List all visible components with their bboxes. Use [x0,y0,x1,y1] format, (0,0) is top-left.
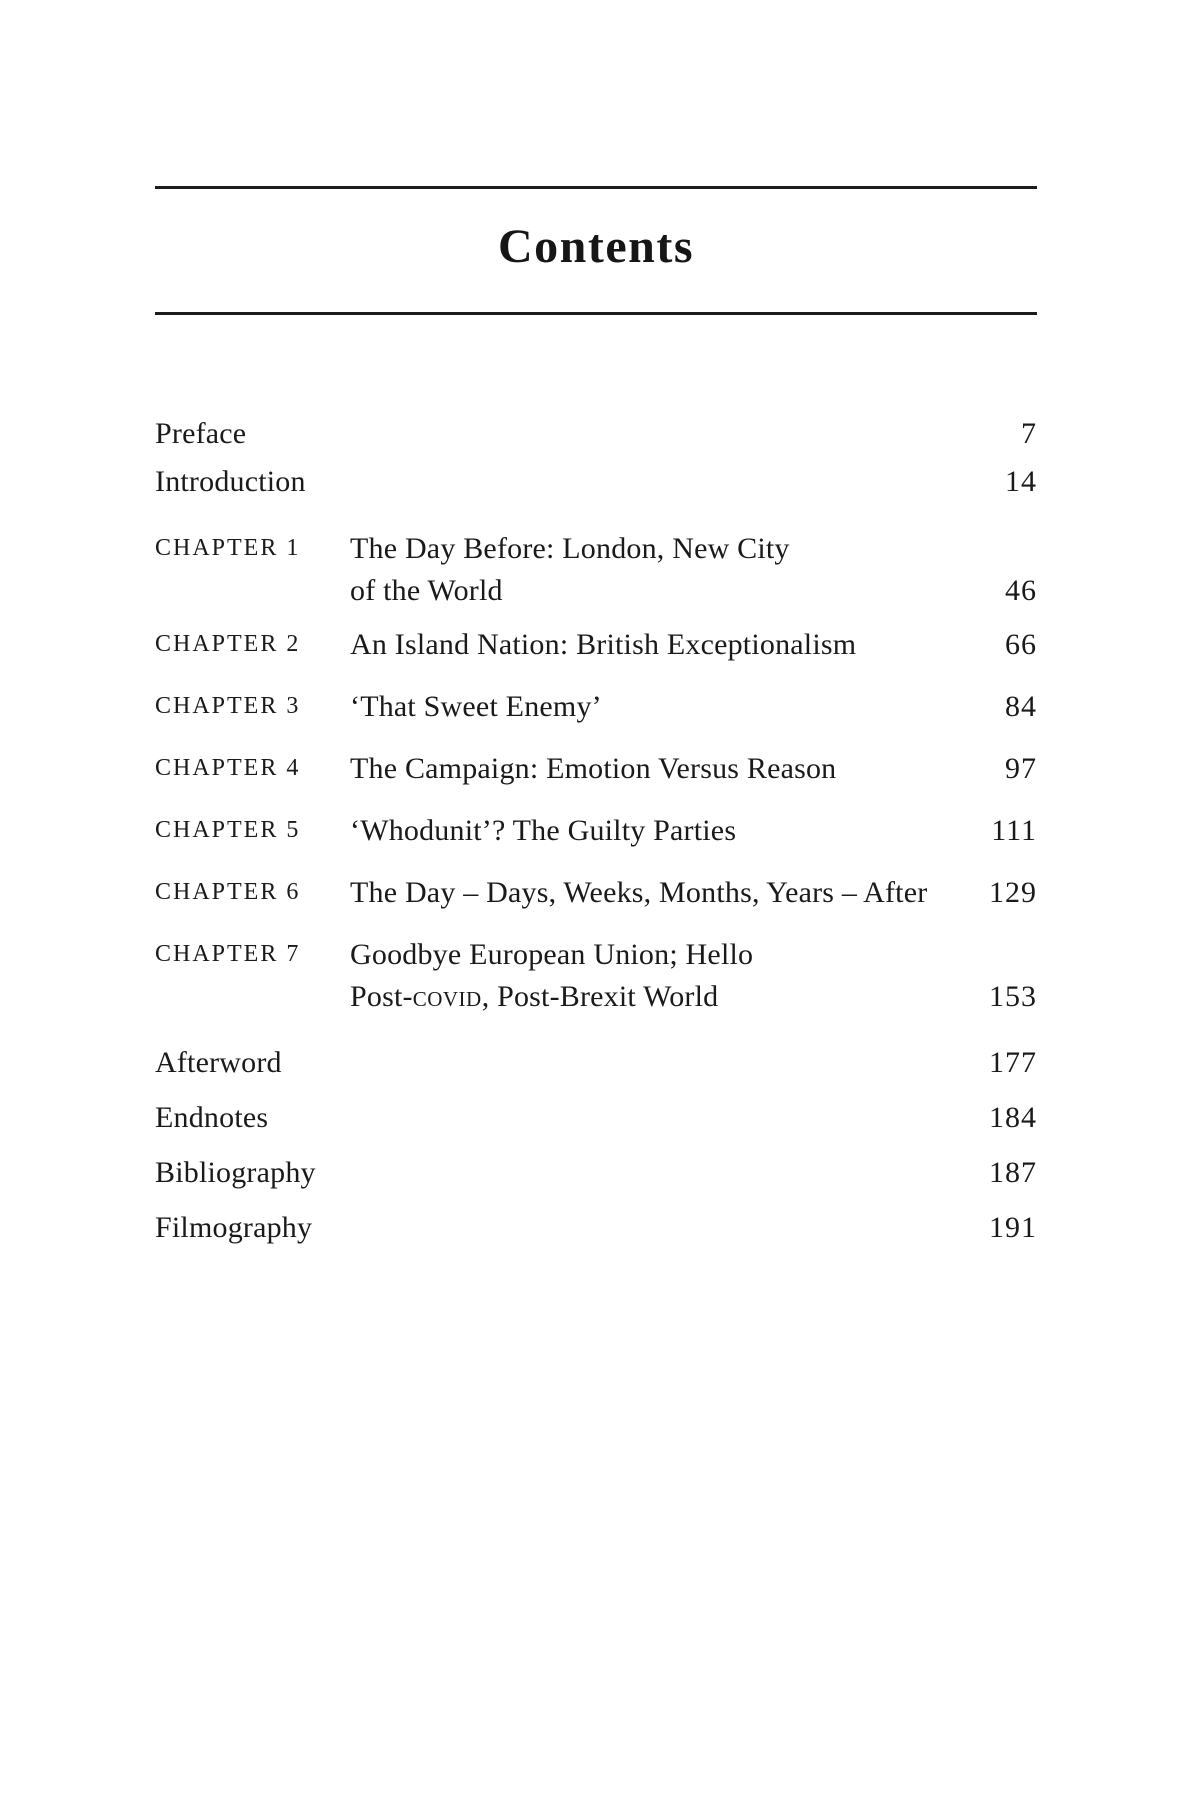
toc-entry-preface [155,413,1037,455]
page-number: 14 [1005,465,1037,498]
title-fragment-smallcaps: covid [412,980,482,1013]
page-number: 111 [991,814,1037,847]
toc-entry-chapter-3 [155,686,1037,728]
title-line: ‘Whodunit’? The Guilty Parties [350,814,737,847]
entry-label: Afterword [155,1046,282,1079]
title-line: The Day Before: London, New City [350,532,790,565]
chapter-label: CHAPTER 2 [155,631,301,657]
table-of-contents [155,413,1037,1249]
page-number: 7 [1021,417,1037,450]
toc-entry-afterword [155,1042,1037,1084]
title-line: ‘That Sweet Enemy’ [350,690,602,723]
chapter-title [350,810,967,852]
title-line: Goodbye European Union; Hello [350,938,754,971]
chapter-label: CHAPTER 3 [155,693,301,719]
chapter-label: CHAPTER 1 [155,535,301,561]
chapter-title [350,934,965,1018]
page-number: 153 [989,980,1037,1013]
title-fragment: Post- [350,980,413,1013]
title-line: The Day – Days, Weeks, Months, Years – After [350,876,928,909]
page-number: 66 [1005,628,1037,661]
chapter-title [350,748,981,790]
entry-label: Endnotes [155,1101,269,1134]
page-title: Contents [497,220,694,273]
toc-entry-chapter-6 [155,872,1037,914]
chapter-label: CHAPTER 7 [155,941,301,967]
toc-entry-introduction [155,461,1037,503]
entry-label: Bibliography [155,1156,316,1189]
title-line: The Campaign: Emotion Versus Reason [350,752,837,785]
page-number: 129 [989,876,1037,909]
entry-label: Preface [155,417,247,450]
title-line [350,976,965,1018]
page-number: 191 [989,1211,1037,1244]
page-number: 177 [989,1046,1037,1079]
top-divider [155,186,1037,189]
chapter-title [350,686,981,728]
toc-entry-chapter-1 [155,528,1037,612]
toc-entry-chapter-5 [155,810,1037,852]
page-number: 97 [1005,752,1037,785]
page-number: 46 [1005,574,1037,607]
chapter-label: CHAPTER 4 [155,755,301,781]
title-line: of the World [350,574,503,607]
toc-entry-bibliography [155,1152,1037,1194]
chapter-title [350,624,981,666]
chapter-title [350,528,981,612]
page-number: 184 [989,1101,1037,1134]
entry-label: Introduction [155,465,306,498]
chapter-label: CHAPTER 5 [155,817,301,843]
toc-entry-endnotes [155,1097,1037,1139]
page-number: 187 [989,1156,1037,1189]
title-line: An Island Nation: British Exceptionalism [350,628,857,661]
toc-entry-chapter-2 [155,624,1037,666]
title-fragment: , Post-Brexit World [481,980,719,1013]
toc-entry-filmography [155,1207,1037,1249]
page-number: 84 [1005,690,1037,723]
toc-entry-chapter-4 [155,748,1037,790]
entry-label: Filmography [155,1211,313,1244]
bottom-divider [155,312,1037,315]
toc-entry-chapter-7 [155,934,1037,1018]
chapter-label: CHAPTER 6 [155,879,301,905]
chapter-title [350,872,965,914]
